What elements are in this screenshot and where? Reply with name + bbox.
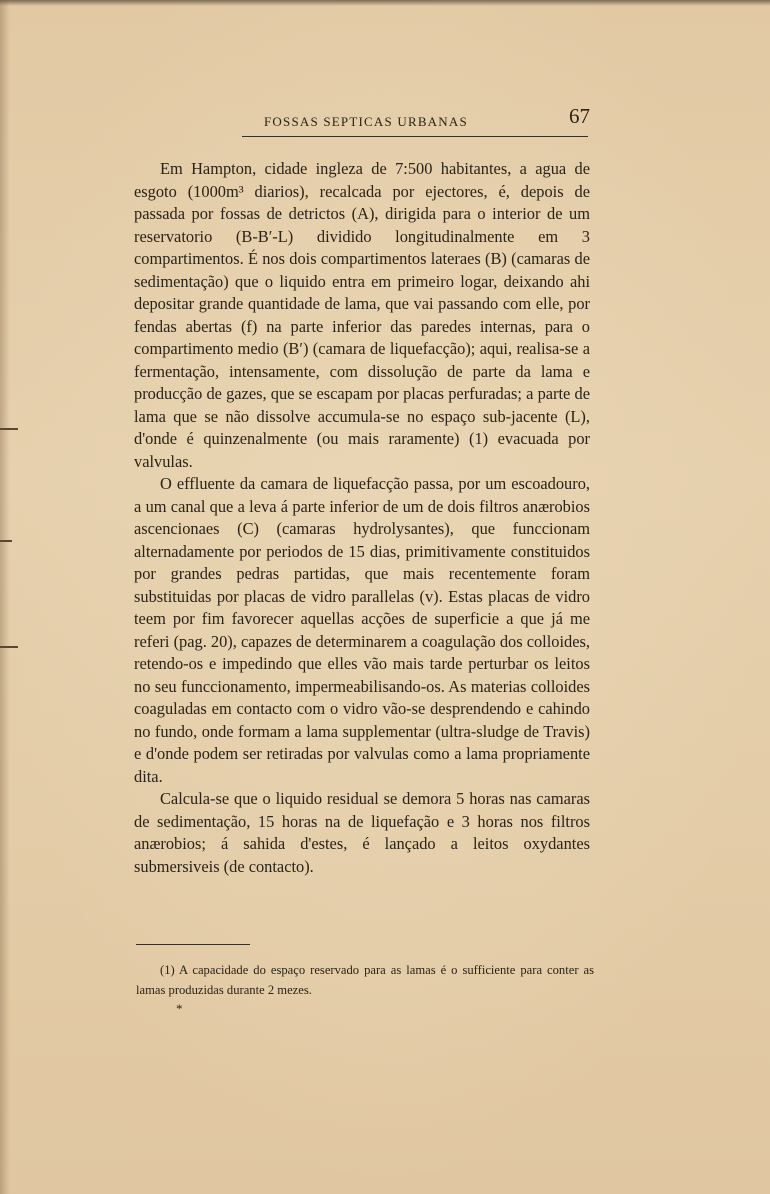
running-title: FOSSAS SEPTICAS URBANAS	[264, 114, 468, 129]
page-number: 67	[569, 104, 590, 128]
paragraph-1: Em Hampton, cidade ingleza de 7:500 habitantes, a agua de esgoto (1000m³ diarios), recalcada por ejectores, é, depois de passada por fossas de detrictos (A), dirigida para o interior de um reservatorio (B-B′-L) dividido longitudinalmente em 3 compartimentos. É nos dois compartimentos lateraes (B) (camaras de sedimentação) que o liquido entra em primeiro logar, deixando ahi depositar grande quantidade de lama, que vai passando com elle, por fendas abertas (f) na parte inferior das paredes internas, para o compartimento medio (B′) (camara de liquefacção); aqui, realisa-se a fermentação, intensamente, com dissolução de parte da lama e producção de gazes, que se escapam por placas perfuradas; a parte de lama que se não dissolve accumula-se no espaço sub-jacente (L), d'onde é quinzenalmente (ou mais raramente) (1) evacuada por valvulas.	[134, 159, 590, 471]
footnote-rule	[136, 944, 250, 945]
body-text	[134, 158, 590, 878]
paragraph-2: O effluente da camara de liquefacção passa, por um escoadouro, a um canal que a leva á parte inferior de um de dois filtros anærobios ascencionaes (C) (camaras hydrolysantes), que funccionam alternadamente por periodos de 15 dias, primitivamente constituidos por grandes pedras partidas, que mais recentemente foram substituidas por placas de vidro parallelas (v). Estas placas de vidro teem por fim favorecer aquellas acções de superficie a que já me referi (pag. 20), capazes de determinarem a coagulação dos colloides, retendo-os e impedindo que elles vão mais tarde perturbar os leitos no seu funccionamento, impermeabilisando-os. As materias colloides coaguladas em contacto com o vidro vão-se desprendendo e cahindo no fundo, onde formam a lama supplementar (ultra-sludge de Travis) e d'onde podem ser retiradas por valvulas como a lama propriamente dita.	[134, 474, 590, 786]
page-top-edge	[0, 0, 770, 6]
header-rule	[242, 136, 588, 137]
page-left-edge	[0, 0, 10, 1194]
paragraph-3: Calcula-se que o liquido residual se demora 5 horas nas camaras de sedimentação, 15 horas na de liquefação e 3 horas nos filtros anærobios; á sahida d'estes, é lançado a leitos oxydantes submersiveis (de contacto).	[134, 789, 590, 876]
footnote: (1) A capacidade do espaço reservado para as lamas é o sufficiente para conter as lamas produzidas durante 2 mezes.	[136, 963, 594, 997]
asterisk-mark: *	[176, 1001, 183, 1016]
page-header	[242, 104, 590, 134]
